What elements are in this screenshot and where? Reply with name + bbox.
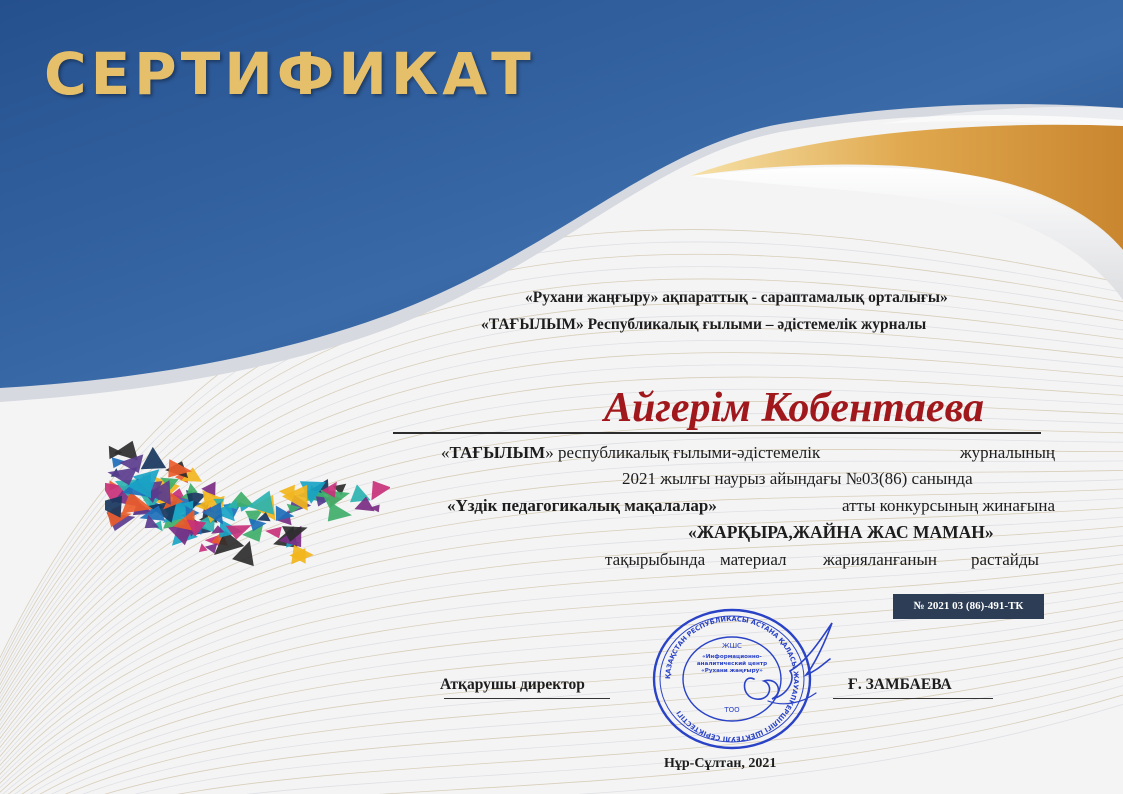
body-word: растайды [971,550,1039,569]
body-line-3-text: атты конкурсының жинағына [841,496,1055,515]
journal-name: «ТАҒЫЛЫМ» [481,316,584,333]
registration-number-badge: № 2021 03 (86)-491-ТК [893,594,1044,619]
stamp-outer-text: ҚАЗАҚСТАН РЕСПУБЛИКАСЫ АСТАНА ҚАЛАСЫ ЖАУАПКЕРШІЛІГІ ШЕКТЕУЛІ СЕРІКТЕСТІГІ [663,614,801,744]
journal-line [481,316,926,334]
organization-line: «Рухани жаңғыру» ақпараттық - сараптамалық орталығы» [525,289,948,306]
recipient-name: Айгерім Кобентаева [604,385,985,431]
stamp-top-text: ЖШС [722,642,742,650]
bird-logo [105,436,390,586]
name-underline [393,432,1041,434]
stamp-bottom-text: ТОО [724,706,740,714]
signer-name: Ғ. ЗАМБАЕВА [848,676,952,693]
city-year: Нұр-Сұлтан, 2021 [664,756,777,771]
body-line-2: 2021 жылғы наурыз айындағы №03(86) санында [622,469,973,488]
journal-name-body: ТАҒЫЛЫМ [449,443,546,462]
body-line-1-text: » республикалық ғылыми-әдістемелік [545,443,821,462]
signature-line [444,698,610,699]
stamp-center-text: «Информационно-аналитический центр «Рухани жаңғыру» [696,654,768,674]
journal-description: Республикалық ғылыми – әдістемелік журналы [587,316,927,333]
body-line-1 [441,443,1055,463]
body-line-1-end: журналының [959,443,1055,462]
contest-name: «Үздік педагогикалық мақалалар» [447,496,717,515]
material-title: «ЖАРҚЫРА,ЖАЙНА ЖАС МАМАН» [688,522,994,542]
handwritten-signature [720,615,850,725]
signer-line [833,698,993,699]
body-word: тақырыбында [605,550,706,569]
signature-role: Атқарушы директор [440,676,585,693]
quote-open: « [441,443,450,462]
body-word: материал [720,550,787,569]
body-line-3 [447,496,1055,516]
certificate-title: СЕРТИФИКАТ [44,40,535,108]
body-word: жарияланғанын [823,550,937,569]
